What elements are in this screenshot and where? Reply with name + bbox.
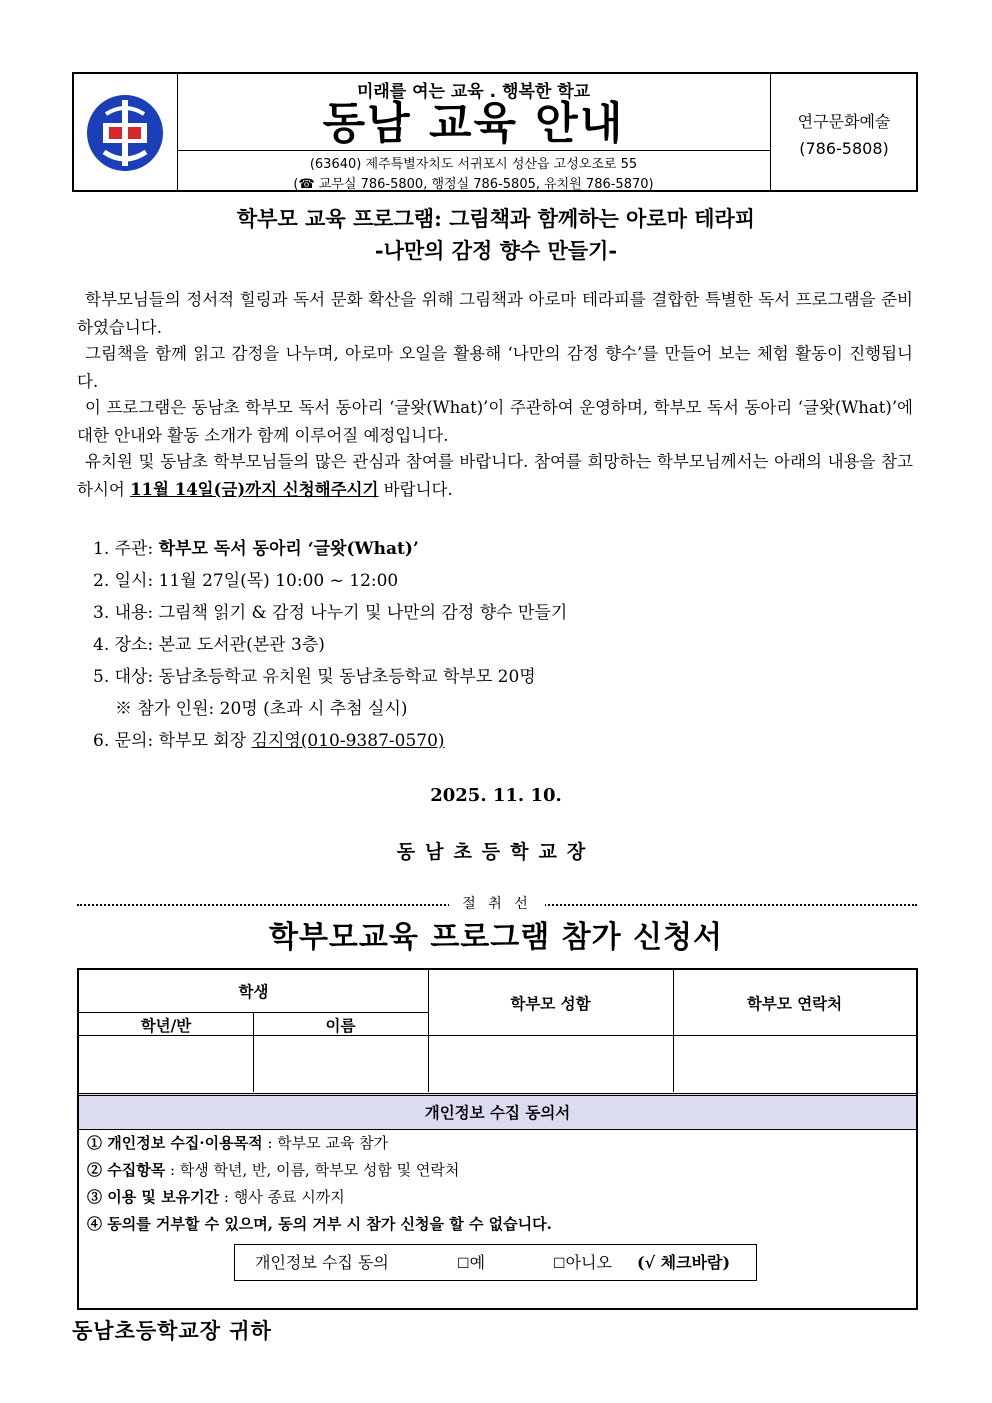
consent-item: ④ 동의를 거부할 수 있으며, 동의 거부 시 참가 신청을 할 수 없습니다. [87,1215,552,1233]
school-logo [86,94,164,172]
consent-yes-option[interactable]: ☐예 [457,1253,486,1272]
detail-inquiry: 6. 문의: 학부모 회장 김지영(010-9387-0570) [93,731,445,751]
notice-subtitle: -나만의 감정 향수 만들기- [374,238,618,263]
detail-host: 1. 주관: 학부모 독서 동아리 ‘글왓(What)’ [93,539,419,559]
notice-title: 학부모 교육 프로그램: 그림책과 함께하는 아로마 테라피 [236,206,756,231]
consent-checkbox-row [234,1244,757,1281]
consent-item: ② 수집항목 : 학생 학년, 반, 이름, 학부모 성함 및 연락처 [87,1161,460,1179]
consent-item: ① 개인정보 수집·이용목적 : 학부모 교육 참가 [87,1134,389,1152]
checkbox-icon[interactable]: ☐ [553,1256,566,1272]
school-phones: (☎ 교무실 786-5800, 행정실 786-5805, 유치원 786-5870) [293,177,654,192]
detail-date: 2. 일시: 11월 27일(목) 10:00 ~ 12:00 [93,571,399,591]
principal-signature: 동남초등학교장 [396,841,596,863]
student-header: 학생 [238,982,269,1001]
header-divider [177,150,770,151]
parent-contact-header: 학부모 연락처 [746,994,843,1013]
consent-question: 개인정보 수집 동의 [255,1253,389,1272]
application-form [77,968,918,1310]
paragraph-1: 학부모님들의 정서적 힐링과 독서 문화 확산을 위해 그림책과 아로마 테라피를 결합한 특별한 독서 프로그램을 준비하였습니다. [77,290,913,337]
grade-class-field[interactable] [79,1036,253,1092]
letterhead-center [177,74,770,190]
inquiry-contact: 김지영(010-9387-0570) [251,731,445,751]
detail-content: 3. 내용: 그림책 읽기 & 감정 나누기 및 나만의 감정 향수 만들기 [93,603,568,623]
detail-note: ※ 참가 인원: 20명 (초과 시 추첨 실시) [115,699,408,719]
parent-contact-field[interactable] [674,1036,916,1092]
logo-cell [74,74,178,190]
program-details [93,533,567,757]
paragraph-3: 이 프로그램은 동남초 학부모 독서 동아리 ‘글왓(What)’이 주관하여 운영하며, 학부모 독서 동아리 ‘글왓(What)’에 대한 안내와 활동 소개가 함께 이루어질 예정입니다. [77,398,913,445]
parent-name-header: 학부모 성함 [510,994,591,1013]
consent-no-option[interactable]: ☐아니오 [553,1253,612,1272]
letterhead [72,72,918,192]
parent-name-field[interactable] [429,1036,673,1092]
detail-place: 4. 장소: 본교 도서관(본관 3층) [93,635,325,655]
school-address: (63640) 제주특별자치도 서귀포시 성산읍 고성오조로 55 [309,157,638,172]
department-phone: (786-5808) [799,139,889,158]
check-note: (√ 체크바람) [637,1253,731,1272]
consent-title: 개인정보 수집 동의서 [79,1093,916,1130]
newsletter-title: 동남 교육 안내 [322,98,625,149]
grade-class-header: 학년/반 [140,1016,192,1035]
student-name-field[interactable] [254,1036,428,1092]
consent-item: ③ 이용 및 보유기간 : 행사 종료 시까지 [87,1188,345,1206]
paragraph-4: 유치원 및 동남초 학부모님들의 많은 관심과 참여를 바랍니다. 참여를 희망하는 학부모님께서는 아래의 내용을 참고하시어 11월 14일(금)까지 신청해주시기 바랍니다. [77,452,913,499]
department-name: 연구문화예술 [797,112,891,131]
cut-line [77,893,917,912]
deadline: 11월 14일(금)까지 신청해주시기 [130,480,379,499]
cut-label: 절 취 선 [449,893,545,913]
name-header: 이름 [325,1016,356,1035]
issue-date: 2025. 11. 10. [430,785,562,806]
consent-items [87,1130,552,1238]
checkbox-icon[interactable]: ☐ [457,1256,470,1272]
detail-target: 5. 대상: 동남초등학교 유치원 및 동남초등학교 학부모 20명 [93,667,536,687]
addressee: 동남초등학교장 귀하 [72,1318,272,1343]
paragraph-2: 그림책을 함께 읽고 감정을 나누며, 아로마 오일을 활용해 ‘나만의 감정 향수’를 만들어 보는 체험 활동이 진행됩니다. [77,344,913,391]
school-slogan: 미래를 여는 교육 . 행복한 학교 [356,82,591,102]
grid-line [79,1012,428,1013]
form-title: 학부모교육 프로그램 참가 신청서 [268,920,724,955]
department-cell [770,74,917,190]
